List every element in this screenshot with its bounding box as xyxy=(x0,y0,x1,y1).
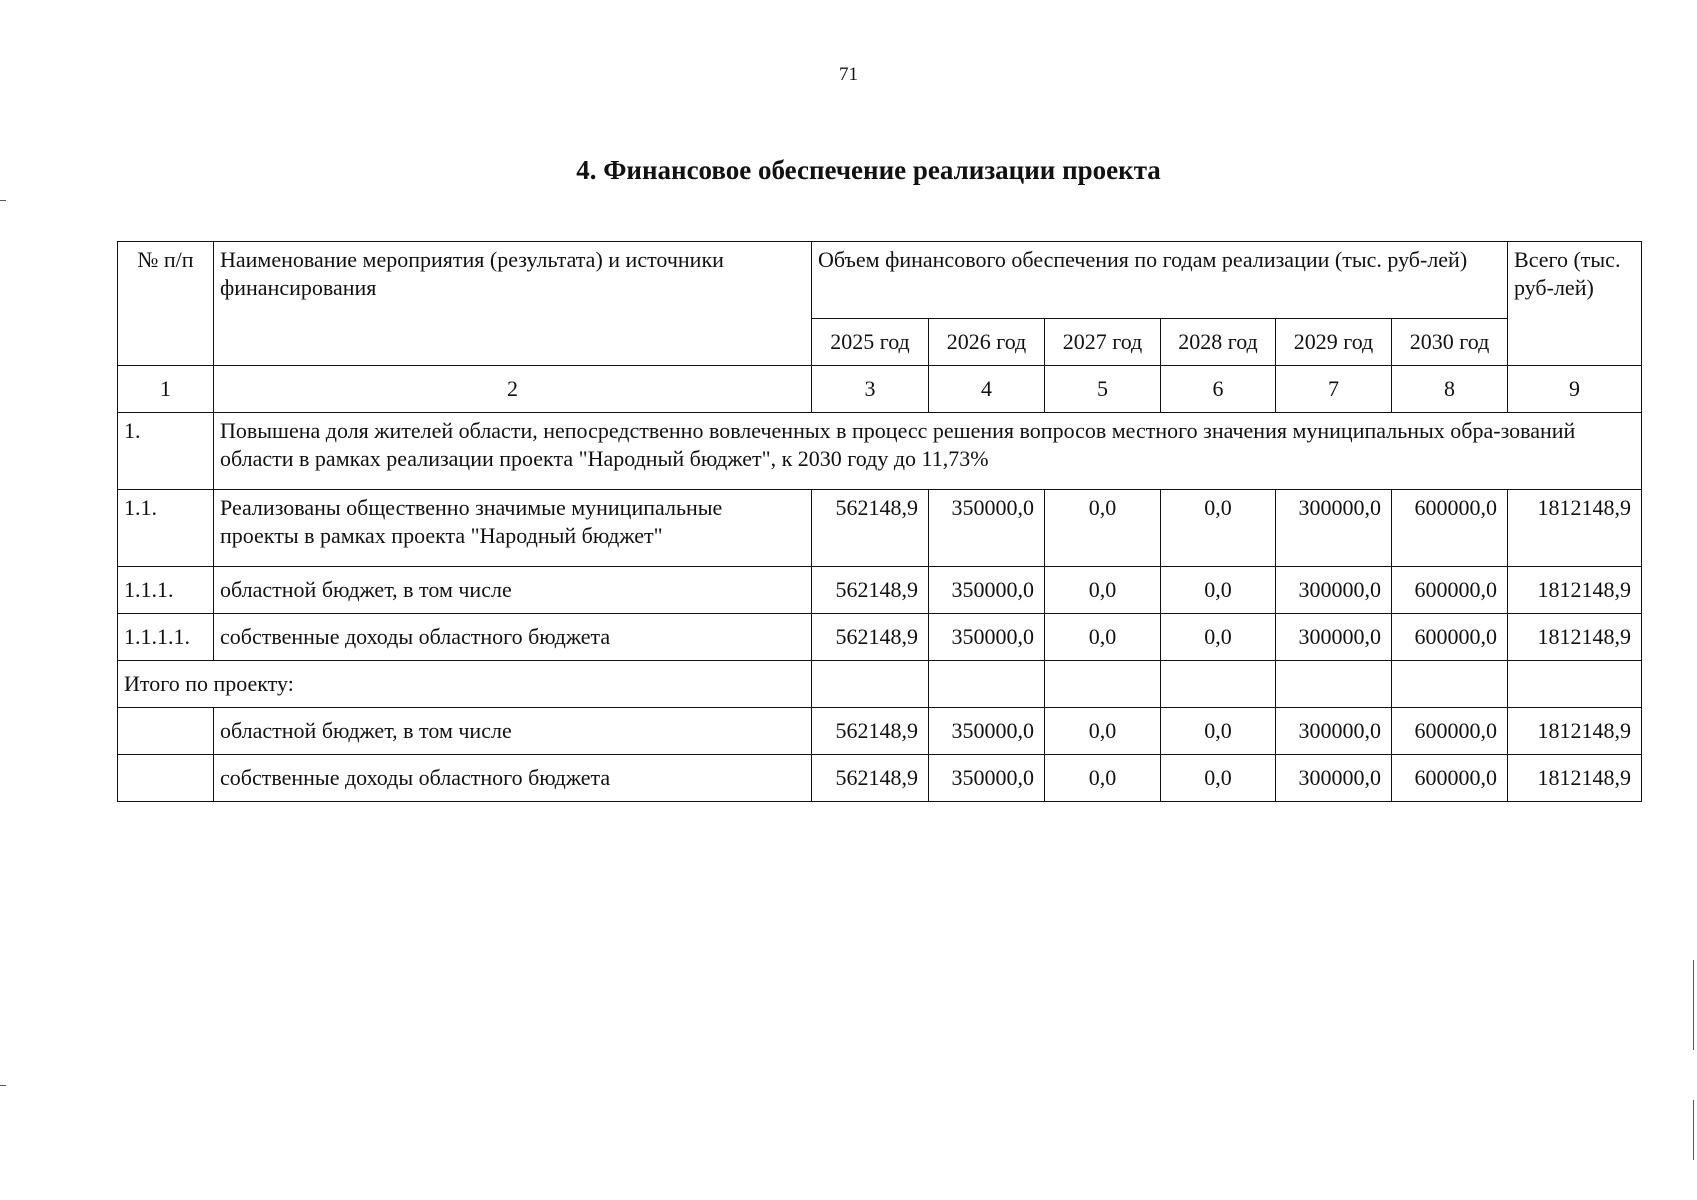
column-numbers-row xyxy=(118,366,1642,413)
header-num-cell: № п/п xyxy=(118,242,214,366)
scan-margin-mark xyxy=(0,1085,6,1086)
header-year-cell: 2025 год xyxy=(812,319,929,366)
column-number-cell: 7 xyxy=(1276,366,1392,413)
row-num-cell: 1.1. xyxy=(118,490,214,567)
empty-cell xyxy=(929,661,1045,708)
value-cell: 600000,0 xyxy=(1392,614,1508,661)
financing-table xyxy=(117,241,1642,802)
goal-text-cell: Повышена доля жителей области, непосредственно вовлеченных в процесс решения вопросов местного значения муниципальных обра-зований области в рамках реализации проекта "Народный бюджет", к 2030 году до 11,73% xyxy=(214,413,1642,490)
total-cell: 1812148,9 xyxy=(1508,567,1642,614)
value-cell: 562148,9 xyxy=(812,490,929,567)
column-number-cell: 4 xyxy=(929,366,1045,413)
column-number-cell: 1 xyxy=(118,366,214,413)
empty-cell xyxy=(1161,661,1276,708)
value-cell: 0,0 xyxy=(1045,490,1161,567)
value-cell: 0,0 xyxy=(1045,755,1161,802)
empty-cell xyxy=(1508,661,1642,708)
empty-cell xyxy=(812,661,929,708)
value-cell: 300000,0 xyxy=(1276,755,1392,802)
value-cell: 0,0 xyxy=(1161,614,1276,661)
value-cell: 300000,0 xyxy=(1276,614,1392,661)
header-year-cell: 2029 год xyxy=(1276,319,1392,366)
value-cell: 0,0 xyxy=(1161,755,1276,802)
empty-cell xyxy=(1045,661,1161,708)
value-cell: 600000,0 xyxy=(1392,708,1508,755)
header-volume-cell: Объем финансового обеспечения по годам реализации (тыс. руб-лей) xyxy=(812,242,1508,319)
row-num-cell: 1.1.1. xyxy=(118,567,214,614)
table-row xyxy=(118,567,1642,614)
header-name-cell: Наименование мероприятия (результата) и источники финансирования xyxy=(214,242,812,366)
header-year-cell: 2026 год xyxy=(929,319,1045,366)
empty-cell xyxy=(118,708,214,755)
row-name-cell: областной бюджет, в том числе xyxy=(214,567,812,614)
value-cell: 600000,0 xyxy=(1392,567,1508,614)
total-row xyxy=(118,708,1642,755)
header-row xyxy=(118,242,1642,319)
value-cell: 300000,0 xyxy=(1276,708,1392,755)
scan-margin-mark xyxy=(1693,1100,1694,1160)
value-cell: 562148,9 xyxy=(812,567,929,614)
value-cell: 600000,0 xyxy=(1392,490,1508,567)
row-name-cell: собственные доходы областного бюджета xyxy=(214,755,812,802)
column-number-cell: 8 xyxy=(1392,366,1508,413)
value-cell: 350000,0 xyxy=(929,708,1045,755)
row-name-cell: собственные доходы областного бюджета xyxy=(214,614,812,661)
value-cell: 562148,9 xyxy=(812,708,929,755)
empty-cell xyxy=(1392,661,1508,708)
value-cell: 600000,0 xyxy=(1392,755,1508,802)
value-cell: 0,0 xyxy=(1161,567,1276,614)
page-number: 71 xyxy=(839,64,858,85)
total-cell: 1812148,9 xyxy=(1508,755,1642,802)
table-row xyxy=(118,614,1642,661)
total-label-row xyxy=(118,661,1642,708)
scan-margin-mark xyxy=(0,200,6,201)
row-name-cell: Реализованы общественно значимые муниципальные проекты в рамках проекта "Народный бюджет" xyxy=(214,490,812,567)
value-cell: 300000,0 xyxy=(1276,490,1392,567)
goal-num-cell: 1. xyxy=(118,413,214,490)
row-name-cell: областной бюджет, в том числе xyxy=(214,708,812,755)
value-cell: 0,0 xyxy=(1161,490,1276,567)
goal-row xyxy=(118,413,1642,490)
column-number-cell: 3 xyxy=(812,366,929,413)
value-cell: 0,0 xyxy=(1045,614,1161,661)
value-cell: 0,0 xyxy=(1045,708,1161,755)
value-cell: 350000,0 xyxy=(929,614,1045,661)
value-cell: 350000,0 xyxy=(929,755,1045,802)
value-cell: 562148,9 xyxy=(812,755,929,802)
header-year-cell: 2028 год xyxy=(1161,319,1276,366)
header-year-cell: 2030 год xyxy=(1392,319,1508,366)
empty-cell xyxy=(118,755,214,802)
total-row xyxy=(118,755,1642,802)
value-cell: 350000,0 xyxy=(929,567,1045,614)
column-number-cell: 5 xyxy=(1045,366,1161,413)
value-cell: 562148,9 xyxy=(812,614,929,661)
scan-margin-mark xyxy=(1693,960,1694,1050)
header-year-cell: 2027 год xyxy=(1045,319,1161,366)
value-cell: 300000,0 xyxy=(1276,567,1392,614)
value-cell: 0,0 xyxy=(1161,708,1276,755)
value-cell: 350000,0 xyxy=(929,490,1045,567)
total-cell: 1812148,9 xyxy=(1508,490,1642,567)
total-cell: 1812148,9 xyxy=(1508,708,1642,755)
table-row xyxy=(118,490,1642,567)
column-number-cell: 6 xyxy=(1161,366,1276,413)
row-num-cell: 1.1.1.1. xyxy=(118,614,214,661)
empty-cell xyxy=(1276,661,1392,708)
total-cell: 1812148,9 xyxy=(1508,614,1642,661)
value-cell: 0,0 xyxy=(1045,567,1161,614)
column-number-cell: 9 xyxy=(1508,366,1642,413)
section-title: 4. Финансовое обеспечение реализации проекта xyxy=(576,155,1161,185)
column-number-cell: 2 xyxy=(214,366,812,413)
total-label-cell: Итого по проекту: xyxy=(118,661,812,708)
header-total-cell: Всего (тыс. руб-лей) xyxy=(1508,242,1642,366)
